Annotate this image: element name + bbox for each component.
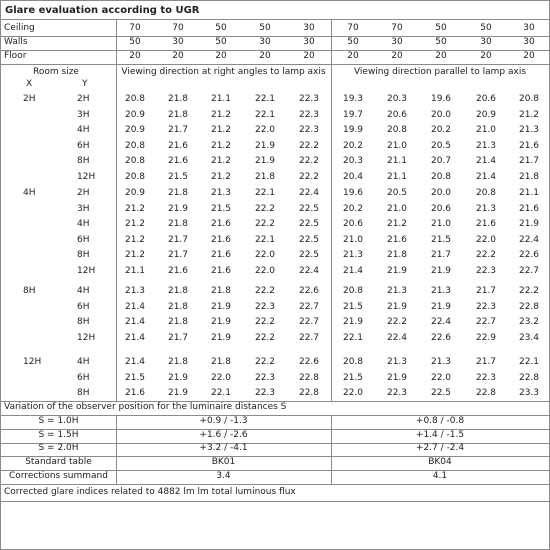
ugr-value-parallel: 21.4	[475, 172, 497, 182]
ugr-value-right-angles: 22.5	[298, 235, 320, 245]
ugr-value-parallel: 20.6	[430, 204, 452, 214]
ugr-value-right-angles: 21.8	[167, 317, 189, 327]
ugr-value-parallel: 20.2	[430, 125, 452, 135]
reflectance-value: 20	[523, 51, 535, 61]
ugr-value-parallel: 21.8	[386, 250, 408, 260]
ugr-value-right-angles: 22.7	[298, 333, 320, 343]
ugr-value-right-angles: 21.9	[210, 333, 232, 343]
room-x-value: 8H	[23, 286, 36, 296]
reflectance-value: 30	[303, 23, 315, 33]
ugr-value-right-angles: 21.1	[124, 266, 146, 276]
ugr-value-right-angles: 21.8	[167, 219, 189, 229]
ugr-value-right-angles: 22.3	[254, 302, 276, 312]
ugr-value-right-angles: 20.8	[124, 156, 146, 166]
reflectance-value: 50	[215, 23, 227, 33]
column-divider	[331, 64, 332, 401]
ugr-value-parallel: 21.8	[518, 172, 540, 182]
reflectance-value: 50	[215, 37, 227, 47]
reflectance-value: 20	[172, 51, 184, 61]
ugr-value-right-angles: 21.7	[167, 235, 189, 245]
variation-label: S = 1.5H	[38, 430, 79, 440]
reflectance-value: 30	[303, 37, 315, 47]
y-header: Y	[82, 79, 88, 89]
ugr-value-right-angles: 22.8	[298, 373, 320, 383]
ugr-value-right-angles: 21.6	[167, 266, 189, 276]
room-y-value: 4H	[77, 286, 90, 296]
ugr-value-parallel: 21.0	[386, 141, 408, 151]
ugr-value-parallel: 21.3	[430, 286, 452, 296]
ugr-value-right-angles: 22.1	[254, 235, 276, 245]
ugr-value-parallel: 21.0	[342, 235, 364, 245]
ugr-value-parallel: 21.6	[475, 219, 497, 229]
ugr-value-right-angles: 22.2	[254, 219, 276, 229]
reflectance-value: 20	[215, 51, 227, 61]
ugr-value-parallel: 20.6	[386, 110, 408, 120]
room-size-label: Room size	[33, 67, 79, 77]
ugr-value-parallel: 20.0	[430, 110, 452, 120]
ugr-value-right-angles: 21.3	[124, 286, 146, 296]
ugr-value-parallel: 22.7	[518, 266, 540, 276]
ugr-value-parallel: 21.3	[386, 286, 408, 296]
header-right-angles: Viewing direction at right angles to lamp axis	[121, 67, 326, 77]
ugr-value-parallel: 20.8	[430, 172, 452, 182]
ugr-value-parallel: 21.4	[475, 156, 497, 166]
table-title: Glare evaluation according to UGR	[5, 5, 200, 16]
ugr-value-right-angles: 22.4	[298, 266, 320, 276]
ugr-value-right-angles: 21.8	[167, 94, 189, 104]
ugr-value-parallel: 20.6	[475, 94, 497, 104]
ugr-value-right-angles: 21.3	[210, 188, 232, 198]
ugr-value-parallel: 21.9	[386, 373, 408, 383]
ugr-value-parallel: 21.0	[430, 219, 452, 229]
room-y-value: 8H	[77, 388, 90, 398]
ugr-value-parallel: 22.8	[475, 388, 497, 398]
ugr-value-right-angles: 20.8	[124, 141, 146, 151]
room-y-value: 12H	[77, 266, 96, 276]
ugr-value-parallel: 21.1	[518, 188, 540, 198]
room-y-value: 3H	[77, 204, 90, 214]
room-y-value: 2H	[77, 94, 90, 104]
variation-label: S = 1.0H	[38, 416, 79, 426]
ugr-value-parallel: 20.3	[386, 94, 408, 104]
ugr-value-right-angles: 21.2	[210, 172, 232, 182]
column-divider	[331, 19, 332, 64]
ugr-value-parallel: 19.3	[342, 94, 364, 104]
ugr-value-parallel: 21.0	[475, 125, 497, 135]
ugr-value-right-angles: 21.8	[167, 188, 189, 198]
ugr-value-right-angles: 22.2	[254, 286, 276, 296]
ugr-value-right-angles: 21.1	[210, 94, 232, 104]
ugr-value-right-angles: 22.4	[298, 188, 320, 198]
ugr-value-right-angles: 21.2	[124, 250, 146, 260]
ugr-value-parallel: 22.1	[342, 333, 364, 343]
ugr-value-parallel: 21.3	[518, 125, 540, 135]
ugr-value-right-angles: 22.2	[254, 317, 276, 327]
room-y-value: 6H	[77, 373, 90, 383]
ugr-value-parallel: 23.4	[518, 333, 540, 343]
reflectance-value: 70	[172, 23, 184, 33]
ugr-value-right-angles: 22.2	[254, 333, 276, 343]
ugr-value-right-angles: 22.0	[254, 125, 276, 135]
reflectance-value: 50	[259, 23, 271, 33]
room-y-value: 6H	[77, 235, 90, 245]
ugr-value-right-angles: 22.7	[298, 317, 320, 327]
ugr-value-parallel: 22.3	[475, 266, 497, 276]
ugr-value-right-angles: 21.8	[167, 302, 189, 312]
ugr-value-right-angles: 22.8	[298, 388, 320, 398]
ugr-value-parallel: 21.5	[342, 302, 364, 312]
ugr-value-right-angles: 21.2	[124, 204, 146, 214]
x-header: X	[26, 79, 33, 89]
ugr-value-parallel: 21.7	[475, 286, 497, 296]
variation-right: +3.2 / -4.1	[199, 443, 248, 453]
ugr-value-right-angles: 22.3	[254, 388, 276, 398]
ugr-value-parallel: 22.4	[386, 333, 408, 343]
reflectance-value: 30	[480, 37, 492, 47]
reflectance-label: Ceiling	[4, 23, 35, 33]
reflectance-label: Floor	[4, 51, 27, 61]
ugr-value-parallel: 23.2	[518, 317, 540, 327]
ugr-value-parallel: 21.5	[342, 373, 364, 383]
ugr-value-right-angles: 21.4	[124, 333, 146, 343]
ugr-value-right-angles: 21.2	[210, 156, 232, 166]
ugr-value-right-angles: 21.9	[167, 388, 189, 398]
ugr-value-parallel: 21.7	[475, 357, 497, 367]
room-y-value: 6H	[77, 141, 90, 151]
room-y-value: 8H	[77, 250, 90, 260]
variation-label: S = 2.0H	[38, 443, 79, 453]
variation-title: Variation of the observer position for the luminaire distances S	[4, 402, 287, 412]
reflectance-value: 30	[391, 37, 403, 47]
reflectance-value: 20	[129, 51, 141, 61]
ugr-value-right-angles: 21.8	[210, 286, 232, 296]
ugr-value-right-angles: 22.6	[298, 357, 320, 367]
reflectance-value: 20	[435, 51, 447, 61]
ugr-value-right-angles: 21.6	[210, 219, 232, 229]
ugr-value-right-angles: 21.7	[167, 125, 189, 135]
ugr-value-parallel: 21.3	[386, 357, 408, 367]
footer-note: Corrected glare indices related to 4882 lm lm total luminous flux	[4, 487, 296, 497]
ugr-value-right-angles: 21.5	[124, 373, 146, 383]
ugr-value-parallel: 21.9	[386, 266, 408, 276]
ugr-value-right-angles: 21.9	[254, 156, 276, 166]
room-y-value: 8H	[77, 156, 90, 166]
variation-parallel: +0.8 / -0.8	[415, 416, 465, 426]
ugr-value-right-angles: 21.6	[167, 141, 189, 151]
ugr-value-parallel: 21.4	[342, 266, 364, 276]
ugr-value-parallel: 22.4	[430, 317, 452, 327]
reflectance-value: 30	[172, 37, 184, 47]
room-y-value: 12H	[77, 172, 96, 182]
ugr-value-right-angles: 21.9	[167, 373, 189, 383]
ugr-value-right-angles: 21.2	[124, 219, 146, 229]
reflectance-value: 20	[347, 51, 359, 61]
reflectance-value: 70	[347, 23, 359, 33]
variation-right: +0.9 / -1.3	[199, 416, 248, 426]
ugr-value-parallel: 20.6	[342, 219, 364, 229]
reflectance-value: 50	[480, 23, 492, 33]
ugr-value-right-angles: 22.1	[254, 94, 276, 104]
ugr-value-right-angles: 21.9	[210, 317, 232, 327]
reflectance-value: 20	[303, 51, 315, 61]
ugr-value-parallel: 22.3	[475, 373, 497, 383]
reflectance-value: 20	[391, 51, 403, 61]
ugr-value-right-angles: 20.9	[124, 188, 146, 198]
ugr-value-right-angles: 21.6	[124, 388, 146, 398]
room-y-value: 4H	[77, 219, 90, 229]
ugr-value-right-angles: 20.9	[124, 125, 146, 135]
ugr-value-parallel: 20.8	[518, 94, 540, 104]
ugr-value-right-angles: 22.2	[254, 357, 276, 367]
ugr-value-parallel: 21.3	[430, 357, 452, 367]
ugr-value-parallel: 22.0	[430, 373, 452, 383]
corrections-right: 3.4	[216, 471, 231, 481]
ugr-value-right-angles: 22.2	[298, 141, 320, 151]
ugr-value-parallel: 22.8	[518, 373, 540, 383]
ugr-value-parallel: 19.9	[342, 125, 364, 135]
ugr-value-right-angles: 22.5	[298, 250, 320, 260]
ugr-value-parallel: 21.3	[475, 204, 497, 214]
ugr-value-right-angles: 21.7	[167, 333, 189, 343]
ugr-value-parallel: 21.9	[430, 302, 452, 312]
room-x-value: 2H	[23, 94, 36, 104]
variation-parallel: +2.7 / -2.4	[415, 443, 465, 453]
ugr-value-right-angles: 21.6	[210, 266, 232, 276]
ugr-value-parallel: 22.3	[475, 302, 497, 312]
room-y-value: 12H	[77, 333, 96, 343]
ugr-value-parallel: 21.6	[518, 141, 540, 151]
ugr-value-right-angles: 21.9	[210, 302, 232, 312]
ugr-value-right-angles: 22.3	[298, 125, 320, 135]
room-y-value: 2H	[77, 188, 90, 198]
ugr-value-right-angles: 22.6	[298, 286, 320, 296]
standard-table-label: Standard table	[25, 457, 92, 467]
ugr-value-parallel: 21.6	[386, 235, 408, 245]
ugr-value-right-angles: 22.7	[298, 302, 320, 312]
ugr-value-parallel: 22.8	[518, 302, 540, 312]
ugr-value-parallel: 20.8	[475, 188, 497, 198]
ugr-value-parallel: 22.7	[475, 317, 497, 327]
ugr-value-parallel: 22.6	[518, 250, 540, 260]
ugr-value-parallel: 22.0	[475, 235, 497, 245]
ugr-value-parallel: 21.9	[518, 219, 540, 229]
ugr-value-right-angles: 22.3	[298, 94, 320, 104]
ugr-value-parallel: 20.5	[430, 141, 452, 151]
standard-table-parallel: BK04	[428, 457, 452, 467]
ugr-value-right-angles: 22.2	[298, 156, 320, 166]
room-y-value: 8H	[77, 317, 90, 327]
ugr-value-parallel: 22.4	[518, 235, 540, 245]
ugr-value-right-angles: 21.6	[210, 250, 232, 260]
corrections-label: Corrections summand	[9, 471, 108, 481]
ugr-value-right-angles: 21.4	[124, 302, 146, 312]
variation-right: +1.6 / -2.6	[199, 430, 248, 440]
reflectance-value: 70	[391, 23, 403, 33]
ugr-value-right-angles: 22.3	[298, 110, 320, 120]
ugr-value-parallel: 23.3	[518, 388, 540, 398]
ugr-value-parallel: 20.4	[342, 172, 364, 182]
ugr-value-right-angles: 21.6	[210, 235, 232, 245]
ugr-value-right-angles: 21.2	[124, 235, 146, 245]
ugr-value-right-angles: 22.5	[298, 219, 320, 229]
ugr-value-right-angles: 21.8	[167, 286, 189, 296]
reflectance-value: 20	[259, 51, 271, 61]
ugr-value-right-angles: 20.9	[124, 110, 146, 120]
ugr-value-right-angles: 21.9	[254, 141, 276, 151]
reflectance-value: 30	[259, 37, 271, 47]
ugr-value-parallel: 21.1	[386, 172, 408, 182]
ugr-value-right-angles: 21.8	[167, 357, 189, 367]
ugr-value-right-angles: 21.5	[210, 204, 232, 214]
ugr-value-parallel: 20.8	[386, 125, 408, 135]
reflectance-value: 50	[435, 37, 447, 47]
ugr-value-right-angles: 22.1	[210, 388, 232, 398]
ugr-value-parallel: 21.5	[430, 235, 452, 245]
ugr-value-right-angles: 22.3	[254, 373, 276, 383]
reflectance-value: 50	[129, 37, 141, 47]
ugr-value-right-angles: 21.2	[210, 141, 232, 151]
ugr-value-parallel: 21.9	[386, 302, 408, 312]
ugr-value-parallel: 21.3	[342, 250, 364, 260]
row-divider	[1, 19, 549, 20]
ugr-value-parallel: 20.8	[342, 286, 364, 296]
ugr-value-parallel: 20.9	[475, 110, 497, 120]
row-divider	[1, 64, 549, 65]
ugr-value-parallel: 21.2	[386, 219, 408, 229]
ugr-value-parallel: 22.0	[342, 388, 364, 398]
ugr-value-parallel: 22.5	[430, 388, 452, 398]
reflectance-label: Walls	[4, 37, 28, 47]
ugr-value-parallel: 19.6	[430, 94, 452, 104]
ugr-value-parallel: 22.6	[430, 333, 452, 343]
ugr-value-parallel: 20.2	[342, 204, 364, 214]
ugr-value-parallel: 21.7	[518, 156, 540, 166]
ugr-value-parallel: 20.5	[386, 188, 408, 198]
ugr-value-parallel: 22.2	[475, 250, 497, 260]
ugr-value-parallel: 22.2	[518, 286, 540, 296]
corrections-parallel: 4.1	[432, 471, 448, 481]
room-y-value: 3H	[77, 110, 90, 120]
ugr-value-right-angles: 21.2	[210, 125, 232, 135]
ugr-value-right-angles: 22.0	[254, 266, 276, 276]
ugr-value-parallel: 20.7	[430, 156, 452, 166]
ugr-value-right-angles: 22.1	[254, 188, 276, 198]
ugr-value-parallel: 21.9	[342, 317, 364, 327]
column-divider	[116, 19, 117, 64]
ugr-value-right-angles: 21.7	[167, 250, 189, 260]
ugr-value-parallel: 21.9	[430, 266, 452, 276]
room-y-value: 6H	[77, 302, 90, 312]
room-y-value: 4H	[77, 125, 90, 135]
ugr-value-right-angles: 22.2	[298, 172, 320, 182]
ugr-value-right-angles: 21.6	[167, 156, 189, 166]
ugr-value-right-angles: 20.8	[124, 94, 146, 104]
ugr-value-right-angles: 22.0	[254, 250, 276, 260]
ugr-value-right-angles: 21.8	[210, 357, 232, 367]
ugr-value-parallel: 21.3	[475, 141, 497, 151]
ugr-value-parallel: 21.6	[518, 204, 540, 214]
ugr-value-parallel: 22.3	[386, 388, 408, 398]
ugr-value-parallel: 19.7	[342, 110, 364, 120]
ugr-value-right-angles: 22.5	[298, 204, 320, 214]
ugr-value-right-angles: 21.4	[124, 357, 146, 367]
row-divider	[1, 501, 549, 502]
ugr-value-right-angles: 22.2	[254, 204, 276, 214]
ugr-value-right-angles: 22.1	[254, 110, 276, 120]
ugr-value-right-angles: 21.5	[167, 172, 189, 182]
reflectance-value: 50	[435, 23, 447, 33]
ugr-value-right-angles: 21.4	[124, 317, 146, 327]
ugr-value-right-angles: 21.2	[210, 110, 232, 120]
ugr-value-right-angles: 21.8	[167, 110, 189, 120]
ugr-value-right-angles: 21.9	[167, 204, 189, 214]
reflectance-value: 30	[523, 37, 535, 47]
ugr-value-parallel: 20.3	[342, 156, 364, 166]
room-x-value: 4H	[23, 188, 36, 198]
ugr-value-parallel: 21.7	[430, 250, 452, 260]
ugr-value-parallel: 19.6	[342, 188, 364, 198]
row-divider	[1, 484, 549, 485]
header-parallel: Viewing direction parallel to lamp axis	[353, 67, 527, 77]
ugr-value-parallel: 21.0	[386, 204, 408, 214]
room-y-value: 4H	[77, 357, 90, 367]
reflectance-value: 20	[480, 51, 492, 61]
ugr-value-parallel: 20.2	[342, 141, 364, 151]
reflectance-value: 30	[523, 23, 535, 33]
ugr-value-parallel: 21.1	[386, 156, 408, 166]
variation-parallel: +1.4 / -1.5	[415, 430, 465, 440]
room-x-value: 12H	[23, 357, 42, 367]
ugr-value-right-angles: 21.8	[254, 172, 276, 182]
ugr-value-parallel: 20.8	[342, 357, 364, 367]
ugr-value-right-angles: 22.0	[210, 373, 232, 383]
ugr-value-parallel: 22.1	[518, 357, 540, 367]
ugr-value-parallel: 21.2	[518, 110, 540, 120]
column-divider	[116, 64, 117, 401]
ugr-value-parallel: 20.0	[430, 188, 452, 198]
standard-table-right: BK01	[211, 457, 236, 467]
reflectance-value: 50	[347, 37, 359, 47]
ugr-value-parallel: 22.9	[475, 333, 497, 343]
ugr-value-right-angles: 20.8	[124, 172, 146, 182]
reflectance-value: 70	[129, 23, 141, 33]
ugr-value-parallel: 22.2	[386, 317, 408, 327]
